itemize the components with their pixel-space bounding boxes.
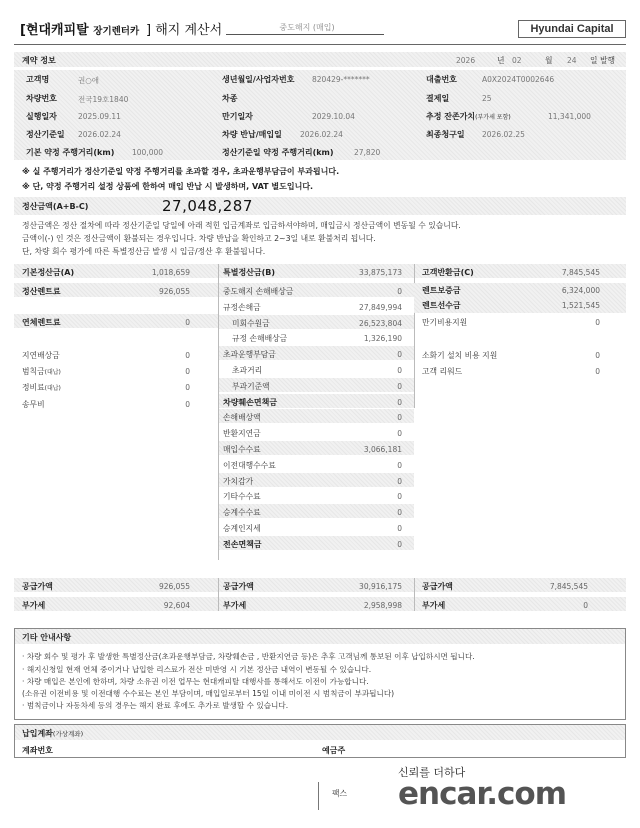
c-supply-value: 7,845,545 bbox=[549, 582, 588, 591]
etc-line: · 차량 회수 및 평가 후 발생한 특별정산금(초과운행부담금, 차량훼손금 , 반환지연금 등)은 추후 고객님께 통보된 이후 납입하시면 됩니다. bbox=[22, 652, 475, 661]
brand-sub: 장기렌터카 bbox=[93, 26, 140, 37]
col-b-item-value: 0 bbox=[397, 429, 402, 439]
account-holder-label: 예금주 bbox=[322, 746, 346, 755]
payment-day-label: 결제일 bbox=[426, 94, 450, 103]
etc-title-band bbox=[15, 629, 625, 644]
col-a-item-value: 0 bbox=[185, 318, 190, 327]
col-b-item-label: 규정 손해배상금 bbox=[232, 334, 288, 344]
c-vat-value: 0 bbox=[583, 601, 588, 610]
settlement-label: 정산금액(A+B-C) bbox=[22, 202, 89, 211]
col-b-item-label: 승계수수료 bbox=[223, 508, 261, 518]
c-supply-label: 공급가액 bbox=[422, 582, 453, 591]
deposit-title-band bbox=[15, 725, 625, 740]
brand-name: [현대캐피탈 bbox=[20, 23, 89, 38]
a-vat-value: 92,604 bbox=[163, 601, 190, 610]
payment-day-value: 25 bbox=[482, 94, 492, 103]
col-a-item-value: 0 bbox=[185, 351, 190, 360]
final-billing-value: 2026.02.25 bbox=[482, 130, 525, 139]
base-mileage-value: 100,000 bbox=[132, 148, 164, 157]
col-b-item-value: 0 bbox=[397, 524, 402, 533]
contract-mileage-label: 정산기준일 약정 주행거리(km) bbox=[222, 148, 334, 157]
col-c-item-label: 고객 리워드 bbox=[422, 367, 463, 376]
contract-type-underline bbox=[226, 34, 384, 35]
a-supply-label: 공급가액 bbox=[22, 582, 53, 591]
etc-title: 기타 안내사항 bbox=[22, 633, 72, 642]
document-brand bbox=[20, 19, 139, 38]
col-a-item-value: 0 bbox=[185, 400, 190, 409]
col-a-item-value: 0 bbox=[185, 383, 190, 392]
col-b-item-label: 손해배상액 bbox=[223, 413, 261, 423]
col-b-item-value: 0 bbox=[397, 508, 402, 518]
maturity-date-value: 2029.10.04 bbox=[312, 112, 355, 121]
settlement-date-value: 2026.02.24 bbox=[78, 130, 121, 139]
return-date-value: 2026.02.24 bbox=[300, 130, 343, 139]
settlement-desc-2: 금액이(-) 인 것은 정산금액이 환불되는 경우입니다. 차량 반납을 확인하고 2~3일 내로 환불처리 됩니다. bbox=[22, 234, 376, 243]
b-vat-value: 2,958,998 bbox=[363, 601, 402, 610]
col-b-item-label: 차량훼손면책금 bbox=[223, 397, 278, 407]
base-mileage-label: 기본 약정 주행거리(km) bbox=[26, 148, 115, 157]
contract-info-title: 계약 정보 bbox=[22, 56, 56, 65]
col-b-item-value: 3,066,181 bbox=[363, 445, 402, 454]
settlement-amount: 27,048,287 bbox=[162, 197, 253, 215]
contract-type: 중도해지 (매입) bbox=[279, 23, 335, 32]
special-settlement-total: 33,875,173 bbox=[359, 268, 402, 277]
mileage-note-2: ※ 단, 약정 주행거리 설정 상품에 한하여 매입 반납 시 발생하며, VAT 별도입니다. bbox=[22, 182, 314, 191]
month-unit: 월 bbox=[545, 56, 553, 65]
col-b-item-value: 27,849,994 bbox=[359, 302, 402, 312]
execution-date-label: 실행일자 bbox=[26, 112, 57, 121]
contract-mileage-value: 27,820 bbox=[354, 148, 381, 157]
col-b-item-label: 이전대행수수료 bbox=[223, 460, 276, 470]
etc-line: · 해지신청일 현재 연체 중이거나 납입한 리스료가 전산 미반영 시 기본 정산금 내역이 변동될 수 있습니다. bbox=[22, 665, 372, 674]
a-vat-label: 부가세 bbox=[22, 601, 46, 610]
c-vat-label: 부가세 bbox=[422, 601, 446, 610]
col-a-item-value: 0 bbox=[185, 367, 190, 376]
account-number-label: 계좌번호 bbox=[22, 746, 53, 755]
return-date-label: 차량 반납/매입일 bbox=[222, 130, 282, 139]
residual-value-label: 추정 잔존가치(부가세 포함) bbox=[426, 112, 511, 121]
final-billing-label: 최종청구일 bbox=[426, 130, 465, 139]
totals-divider-1 bbox=[218, 578, 219, 611]
settlement-desc-1: 정산금액은 정산 절차에 따라 정산기준일 당일에 아래 적힌 입금계좌로 입금하셔야하며, 매입금시 정산금액이 변동될 수 있습니다. bbox=[22, 221, 461, 230]
customer-refund-total: 7,845,545 bbox=[561, 268, 600, 277]
col-b-item-value: 0 bbox=[397, 413, 402, 423]
day-unit: 일 발행 bbox=[590, 56, 616, 65]
deposit-title: 납입계좌(가상계좌) bbox=[22, 729, 84, 738]
birthdate-label: 생년월일/사업자번호 bbox=[222, 75, 295, 84]
col-b-item-label: 매입수수료 bbox=[223, 445, 261, 454]
col-a-item-label: 송무비 bbox=[22, 400, 45, 409]
encar-watermark: encar.com bbox=[398, 776, 567, 812]
settlement-band bbox=[14, 197, 626, 215]
col-b-item-value: 26,523,804 bbox=[359, 318, 402, 328]
col-c-item-value: 0 bbox=[595, 367, 600, 376]
col-b-item-value: 0 bbox=[397, 381, 402, 391]
col-b-item-value: 0 bbox=[397, 366, 402, 375]
col-b-item-value: 0 bbox=[397, 350, 402, 360]
special-settlement-head: 특별정산금(B) bbox=[223, 268, 276, 277]
loan-number-value: A0X2024T0002646 bbox=[482, 75, 555, 84]
col-c-item-value: 1,521,545 bbox=[561, 301, 600, 310]
fax-divider bbox=[318, 782, 319, 810]
col-b-item-label: 초과거리 bbox=[232, 366, 263, 375]
col-b-item-label: 가치감가 bbox=[223, 476, 254, 486]
contract-info-band bbox=[14, 52, 626, 67]
col-b-item-label: 규정손해금 bbox=[223, 302, 261, 312]
customer-name-value: 권○애 bbox=[78, 76, 100, 85]
settlement-desc-3: 단, 차량 회수 평가에 따른 특별정산금 발생 시 입금/정산 후 환불됩니다. bbox=[22, 247, 266, 256]
col-b-item-value: 0 bbox=[397, 287, 402, 296]
col-b-item-label: 미회수원금 bbox=[232, 318, 270, 328]
a-supply-value: 926,055 bbox=[158, 582, 190, 591]
col-a-item-value: 926,055 bbox=[158, 287, 190, 296]
execution-date-value: 2025.09.11 bbox=[78, 112, 121, 121]
etc-line: (소유권 이전비용 및 이전대행 수수료는 본인 부담이며, 매입일로부터 15일 이내 미이전 시 범칙금이 부과됩니다) bbox=[22, 689, 395, 698]
col-b-item-value: 0 bbox=[397, 460, 402, 470]
issue-day: 24 bbox=[567, 56, 577, 65]
year-unit: 년 bbox=[497, 56, 505, 65]
b-supply-label: 공급가액 bbox=[223, 582, 254, 591]
col-c-item-label: 만기비용지원 bbox=[422, 318, 468, 327]
col-c-item-value: 6,324,000 bbox=[561, 286, 600, 295]
vehicle-number-label: 차량번호 bbox=[26, 94, 57, 103]
settlement-date-label: 정산기준일 bbox=[26, 130, 65, 139]
loan-number-label: 대출번호 bbox=[426, 75, 457, 84]
col-b-item-label: 중도해지 손해배상금 bbox=[223, 287, 294, 296]
b-vat-label: 부가세 bbox=[223, 601, 247, 610]
totals-divider-2 bbox=[414, 578, 415, 611]
customer-refund-head: 고객반환금(C) bbox=[422, 268, 474, 277]
col-a-item-label: 지연배상금 bbox=[22, 351, 60, 360]
issue-year: 2026 bbox=[456, 56, 476, 65]
col-b-item-label: 전손면책금 bbox=[223, 539, 262, 549]
hyundai-capital-logo: Hyundai Capital bbox=[518, 20, 626, 38]
col-a-item-label: 정산렌트료 bbox=[22, 287, 61, 296]
header-divider bbox=[14, 44, 626, 45]
col-c-item-label: 소화기 설치 비용 지원 bbox=[422, 351, 498, 360]
issue-month: 02 bbox=[512, 56, 522, 65]
customer-name-label: 고객명 bbox=[26, 75, 50, 84]
col-b-item-label: 부과기준액 bbox=[232, 381, 270, 391]
col-a-item-label: 연체렌트료 bbox=[22, 318, 61, 327]
document-title: ] 해지 계산서 bbox=[146, 23, 223, 38]
col-b-item-value: 0 bbox=[397, 492, 402, 502]
col-a-item-label: 정비료(대납) bbox=[22, 383, 61, 392]
birthdate-value: 820429-******* bbox=[312, 75, 370, 84]
col-c-item-label: 렌트선수금 bbox=[422, 301, 461, 310]
col-c-item-label: 렌트보증금 bbox=[422, 286, 461, 295]
col-c-item-value: 0 bbox=[595, 351, 600, 360]
col-c-item-value: 0 bbox=[595, 318, 600, 327]
fax-label: 팩스 bbox=[332, 789, 348, 798]
watermark-slogan: 신뢰를 더하다 bbox=[398, 766, 466, 779]
col-b-item-value: 1,326,190 bbox=[363, 334, 402, 344]
car-model-label: 차종 bbox=[222, 94, 238, 103]
vehicle-number-value: 전국19호1840 bbox=[78, 95, 129, 104]
col-b-item-label: 초과운행부담금 bbox=[223, 350, 276, 360]
col-b-item-value: 0 bbox=[397, 476, 402, 486]
col-b-item-label: 승계인지세 bbox=[223, 524, 261, 533]
residual-value-value: 11,341,000 bbox=[548, 112, 591, 121]
basic-settlement-total: 1,018,659 bbox=[151, 268, 190, 277]
col-a-item-label: 범칙금(대납) bbox=[22, 367, 61, 376]
col-b-item-label: 반환지연금 bbox=[223, 429, 261, 439]
col-b-item-label: 기타수수료 bbox=[223, 492, 261, 502]
maturity-date-label: 만기일자 bbox=[222, 112, 253, 121]
col-b-item-value: 0 bbox=[397, 539, 402, 549]
etc-line: · 차량 매입은 본인에 한하며, 차량 소유권 이전 업무는 현대캐피탈 대행사를 통해서도 이전이 가능합니다. bbox=[22, 677, 369, 686]
b-supply-value: 30,916,175 bbox=[359, 582, 402, 591]
col-b-item-value: 0 bbox=[397, 397, 402, 407]
mileage-note-1: ※ 실 주행거리가 정산기준일 약정 주행거리를 초과할 경우, 초과운행부담금이 부과됩니다. bbox=[22, 167, 340, 176]
etc-line: · 범칙금이나 자동차세 등의 경우는 해지 완료 후에도 추가로 발생할 수 있습니다. bbox=[22, 701, 289, 710]
basic-settlement-head: 기본정산금(A) bbox=[22, 268, 75, 277]
